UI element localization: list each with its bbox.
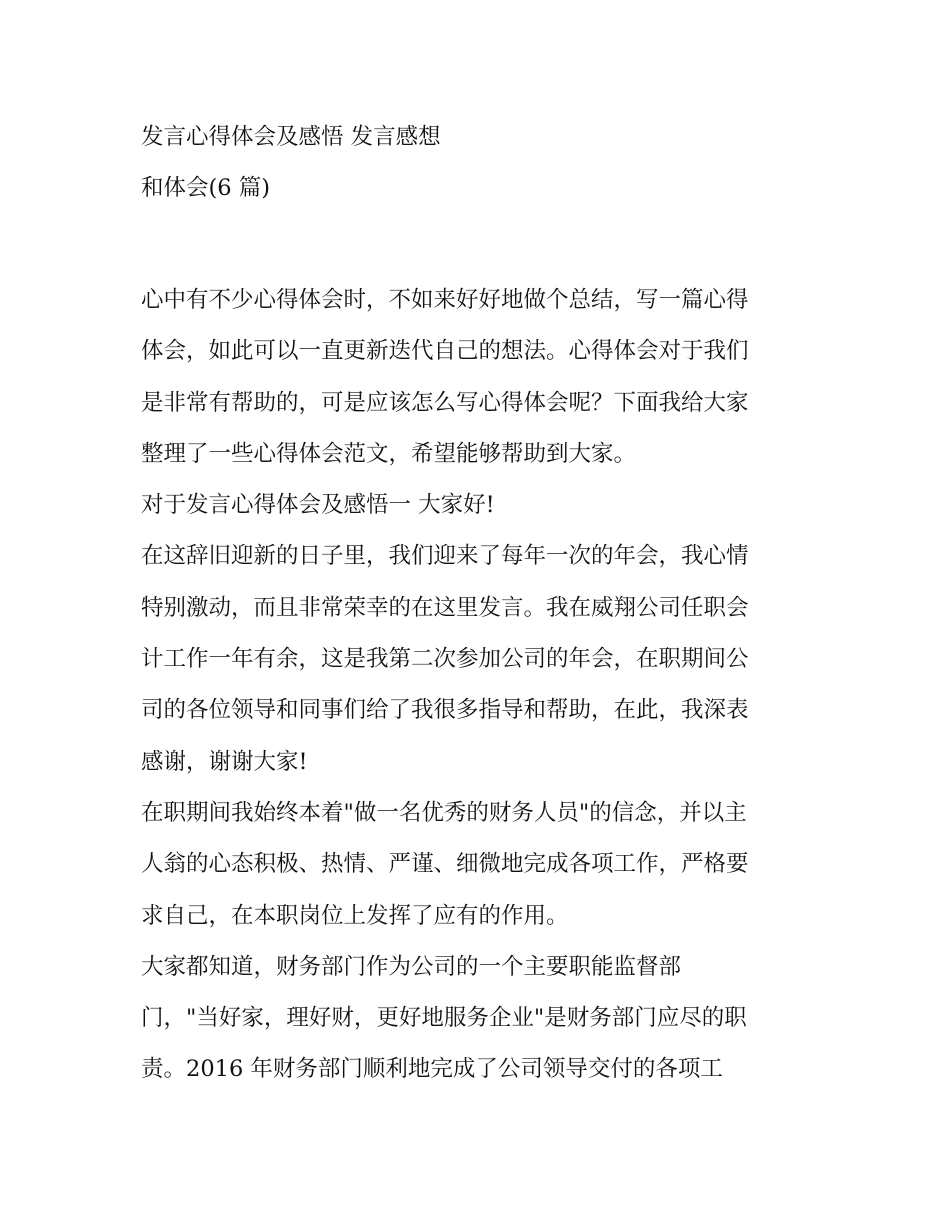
paragraph-line: 特别激动，而且非常荣幸的在这里发言。我在威翔公司任职会	[141, 594, 749, 621]
paragraph-line: 求自己，在本职岗位上发挥了应有的作用。	[141, 902, 569, 929]
intro-line: 整理了一些心得体会范文，希望能够帮助到大家。	[141, 440, 637, 467]
paragraph-line: 司的各位领导和同事们给了我很多指导和帮助，在此，我深表	[141, 697, 749, 724]
paragraph-line: 责。2016 年财务部门顺利地完成了公司领导交付的各项工	[141, 1056, 723, 1083]
document-title	[141, 112, 821, 215]
paragraph-line: 人翁的心态积极、热情、严谨、细微地完成各项工作，严格要	[141, 851, 749, 878]
paragraph-line: 感谢，谢谢大家!	[141, 748, 308, 775]
intro-line: 体会，如此可以一直更新迭代自己的想法。心得体会对于我们	[141, 338, 749, 365]
intro-line: 心中有不少心得体会时，不如来好好地做个总结，写一篇心得	[141, 287, 749, 313]
intro-line: 是非常有帮助的，可是应该怎么写心得体会呢？下面我给大家	[141, 389, 749, 416]
title-line: 和体会(6 篇)	[141, 175, 271, 202]
paragraph-line: 在职期间我始终本着"做一名优秀的财务人员"的信念，并以主	[141, 799, 747, 826]
paragraph-line: 在这辞旧迎新的日子里，我们迎来了每年一次的年会，我心情	[141, 543, 749, 570]
paragraph-line: 计工作一年有余，这是我第二次参加公司的年会，在职期间公	[141, 646, 749, 673]
section-heading-line: 对于发言心得体会及感悟一 大家好!	[141, 492, 495, 519]
paragraph-line: 门，"当好家，理好财，更好地服务企业"是财务部门应尽的职	[141, 1005, 747, 1032]
title-line: 发言心得体会及感悟 发言感想	[141, 124, 441, 150]
document-body	[141, 275, 821, 1096]
paragraph-line: 大家都知道，财务部门作为公司的一个主要职能监督部	[141, 953, 682, 980]
